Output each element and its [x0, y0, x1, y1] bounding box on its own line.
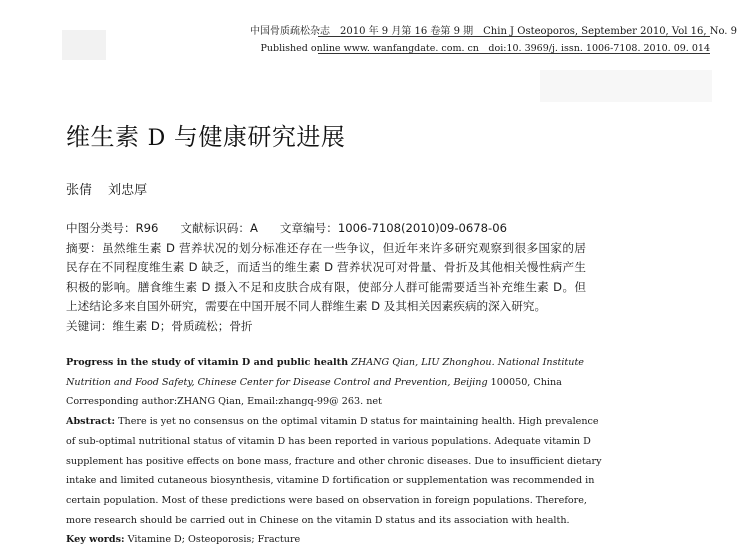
affiliation-line: [66, 373, 584, 393]
abstract-text: There is yet no consensus on the optimal vitamin D status for maintaining health. High prevalence: [118, 416, 599, 428]
english-abstract-line: of sub-optimal nutritional status of vitamin D has been reported in various populations. Adequate vitamin D: [66, 435, 591, 447]
english-abstract-line: certain population. Most of these predictions were based on observation in foreign populations. Therefore,: [66, 494, 587, 506]
keywords-text: Vitamine D; Osteoporosis; Fracture: [127, 534, 301, 546]
journal-citation-line: 中国骨质疏松杂志 2010 年 9 月第 16 卷第 9 期 Chin J Osteoporos, September 2010, Vol 16, No. 9: [250, 26, 738, 37]
keywords-label: Key words:: [66, 534, 125, 546]
author-list: [66, 179, 147, 198]
scan-smudge: [540, 70, 712, 102]
abstract-cn-line: 民存在不同程度维生素 D 缺乏，而适当的维生素 D 营养状况可对骨量、骨折及其他相关慢性病产生: [66, 260, 586, 274]
article-title: [66, 117, 345, 152]
english-abstract-block: [66, 353, 602, 550]
abstract-label: Abstract:: [66, 416, 116, 428]
abstract-cn-line: 摘要：虽然维生素 D 营养状况的划分标准还存在一些争议，但近年来许多研究观察到很多国家的居: [66, 240, 586, 255]
document-code: 文献标识码：A: [180, 221, 258, 235]
english-title-line: [66, 353, 584, 373]
english-abstract-line: [66, 412, 599, 432]
header-rule-bottom: [318, 53, 710, 54]
abstract-cn-line: 积极的影响。膳食维生素 D 摄入不足和皮肤合成有限，使部分人群可能需要适当补充维生素 D。但: [66, 279, 586, 294]
keywords-cn: 关键词：维生素 D；骨质疏松；骨折: [66, 318, 253, 333]
classification-line: [66, 219, 586, 239]
english-abstract-line: supplement has positive effects on bone mass, fracture and other chronic diseases. Due to insufficient dietary: [66, 455, 602, 467]
abstract-cn-line: 上述结论多来自国外研究，需要在中国开展不同人群维生素 D 及其相关因素疾病的深入研究。: [66, 299, 547, 313]
english-authors: ZHANG Qian, LIU Zhonghou.: [351, 357, 495, 368]
english-abstract-line: intake and limited cutaneous biosynthesis, vitamine D fortification or supplementation was recommended in: [66, 475, 595, 487]
title-text: 维生素: [66, 123, 148, 151]
english-affiliation: National Institute: [497, 357, 584, 368]
author-name: 张倩: [66, 183, 93, 198]
scan-smudge: [62, 30, 106, 60]
english-keywords-line: [66, 530, 584, 550]
postcode: 100050, China: [490, 376, 562, 388]
journal-header: [250, 22, 738, 54]
clc-number: 中图分类号：R96: [66, 221, 159, 235]
title-text: 与健康研究进展: [165, 123, 346, 151]
header-rule-top: [318, 36, 710, 37]
chinese-abstract-block: [66, 219, 586, 336]
online-doi-line: Published online www. wanfangdate. com. cn doi:10. 3969/j. issn. 1006-7108. 2010. 09. 014: [260, 43, 710, 54]
english-title: Progress in the study of vitamin D and public health: [66, 357, 349, 368]
author-name: 刘忠厚: [108, 183, 148, 198]
english-abstract-line: more research should be carried out in Chinese on the vitamin D status and its association with health.: [66, 514, 570, 526]
corresponding-author: Corresponding author:ZHANG Qian, Email:zhangq-99@ 263. net: [66, 396, 382, 408]
english-affiliation: Nutrition and Food Safety, Chinese Center for Disease Control and Prevention, Beijing: [66, 376, 488, 388]
title-latin: D: [147, 126, 166, 151]
article-number: 文章编号：1006-7108(2010)09-0678-06: [279, 221, 507, 235]
